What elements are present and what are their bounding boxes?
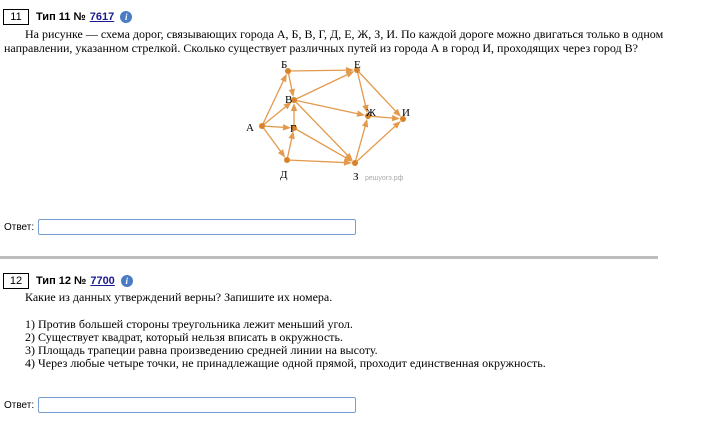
edge-A-V <box>262 104 289 126</box>
node-label-V: В <box>285 94 293 106</box>
edge-A-D <box>262 126 283 154</box>
edge-A-B <box>262 77 285 126</box>
task-id-link[interactable]: 7700 <box>90 275 115 287</box>
task-text-line-2: направлении, указанном стрелкой. Сколько существует различных путей из города А в город И, проходящих через город В? <box>4 41 638 55</box>
edge-Z-I <box>355 124 398 163</box>
node-label-G: Г <box>290 123 297 135</box>
node-label-I: И <box>402 107 410 119</box>
node-label-B: Б <box>281 59 288 71</box>
task-header <box>3 272 133 290</box>
answer-label: Ответ: <box>4 399 35 411</box>
arrowhead-A-B <box>280 74 286 83</box>
edge-V-Z <box>294 100 350 158</box>
option-4: 4) Через любые четыре точки, не принадлежащие одной прямой, проходит единственная окружность. <box>25 356 546 370</box>
node-label-Zh: Ж <box>366 107 376 119</box>
node-label-A: А <box>246 122 254 134</box>
edge-Z-Zh <box>355 123 366 163</box>
task-id-link[interactable]: 7617 <box>89 11 115 23</box>
arrowhead-Zh-I <box>392 115 400 121</box>
task-number: 12 <box>3 273 29 289</box>
edge-B-E <box>288 70 350 71</box>
option-1: 1) Против большей стороны треугольника лежит меньший угол. <box>25 317 353 331</box>
answer-row <box>4 219 356 235</box>
arrowhead-A-D <box>278 149 285 157</box>
task-text-line-1: На рисунке — схема дорог, связывающих города А, Б, В, Г, Д, Е, Ж, З, И. По каждой дороге можно двигаться только в одном <box>25 27 664 41</box>
task-question: Какие из данных утверждений верны? Запишите их номера. <box>25 290 333 304</box>
task-header <box>3 8 132 26</box>
road-graph <box>240 56 430 186</box>
answer-input[interactable] <box>38 219 356 235</box>
edge-G-Z <box>294 128 349 160</box>
answer-input[interactable] <box>38 397 356 413</box>
divider <box>0 256 658 259</box>
task-type-label: Тип 12 № <box>36 275 87 287</box>
option-3: 3) Площадь трапеции равна произведению средней линии на высоту. <box>25 343 378 357</box>
edge-V-Zh <box>294 100 361 115</box>
edge-D-Z <box>287 160 348 163</box>
node-D <box>284 157 290 163</box>
node-A <box>259 123 265 129</box>
option-2: 2) Существует квадрат, который нельзя вписать в окружность. <box>25 330 343 344</box>
watermark: решуогэ.рф <box>365 175 404 182</box>
info-icon[interactable]: i <box>120 11 132 23</box>
node-label-Z: З <box>353 171 359 183</box>
edge-V-E <box>294 73 351 100</box>
arrowhead-V-Zh <box>357 111 365 117</box>
answer-row <box>4 397 356 413</box>
node-label-E: Е <box>354 59 361 71</box>
node-Z <box>352 160 358 166</box>
task-number: 11 <box>3 9 29 25</box>
task-type-label: Тип 11 № <box>36 11 86 23</box>
node-label-D: Д <box>280 169 288 181</box>
arrowhead-Z-Zh <box>362 119 368 128</box>
info-icon[interactable]: i <box>121 275 133 287</box>
answer-label: Ответ: <box>4 221 35 233</box>
arrowhead-V-E <box>346 71 355 77</box>
edge-E-I <box>357 70 398 114</box>
